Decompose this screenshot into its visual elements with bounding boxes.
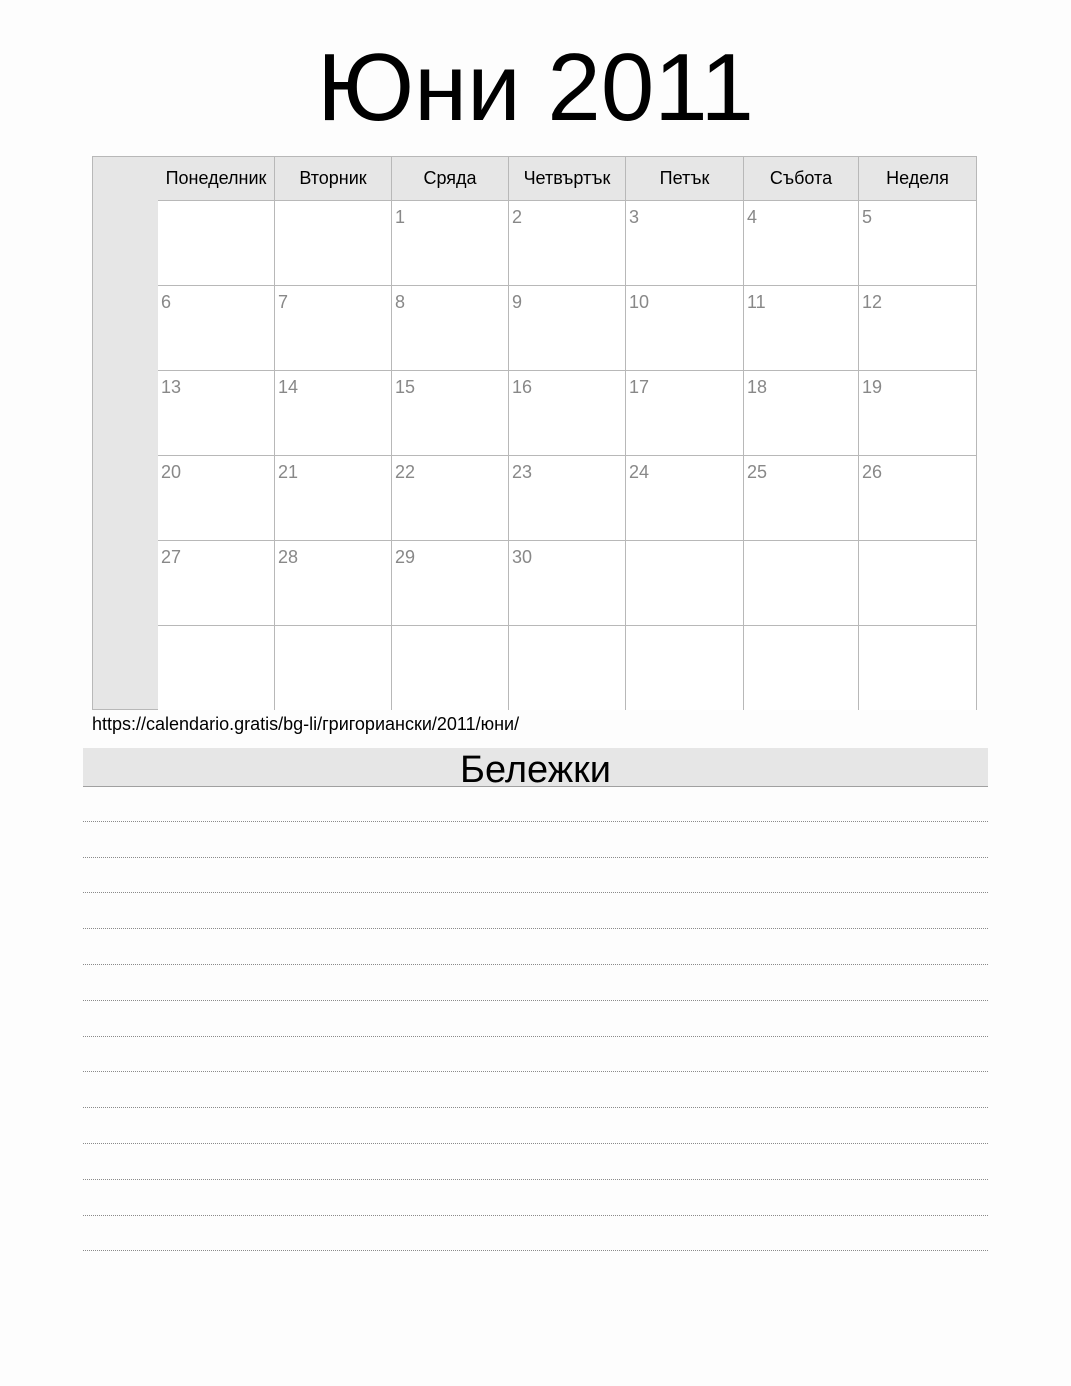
day-number: 28 (278, 547, 299, 567)
day-number: 22 (395, 462, 416, 482)
day-grid (158, 201, 976, 710)
note-line[interactable] (83, 786, 988, 822)
weekday-header: Понеделник (158, 157, 275, 200)
day-cell (626, 371, 744, 455)
day-cell (626, 201, 744, 285)
note-line[interactable] (83, 822, 988, 858)
day-number: 2 (512, 207, 523, 227)
day-cell (744, 286, 859, 370)
day-number: 9 (512, 292, 523, 312)
day-cell (392, 201, 509, 285)
day-number: 17 (629, 377, 650, 397)
note-line[interactable] (83, 1072, 988, 1108)
weekday-header: Четвъртък (509, 157, 626, 200)
day-cell (744, 541, 859, 625)
day-number: 19 (862, 377, 883, 397)
day-cell (392, 541, 509, 625)
day-number: 27 (161, 547, 182, 567)
week-row (158, 286, 976, 371)
day-cell (275, 626, 392, 710)
day-number: 7 (278, 292, 289, 312)
calendar-grid (92, 156, 977, 710)
day-cell (859, 201, 976, 285)
weekday-header: Събота (744, 157, 859, 200)
note-line[interactable] (83, 1108, 988, 1144)
day-cell (158, 541, 275, 625)
day-cell (859, 286, 976, 370)
note-line[interactable] (83, 1037, 988, 1073)
day-number: 10 (629, 292, 650, 312)
weekday-header: Вторник (275, 157, 392, 200)
note-line[interactable] (83, 858, 988, 894)
day-cell (859, 541, 976, 625)
day-cell (744, 626, 859, 710)
day-number: 25 (747, 462, 768, 482)
day-cell (275, 201, 392, 285)
week-row (158, 626, 976, 710)
weekday-header: Сряда (392, 157, 509, 200)
week-number-column (93, 157, 159, 709)
day-number: 26 (862, 462, 883, 482)
week-row (158, 456, 976, 541)
day-cell (158, 371, 275, 455)
day-number: 29 (395, 547, 416, 567)
day-cell (859, 626, 976, 710)
day-cell (275, 541, 392, 625)
day-cell (392, 626, 509, 710)
day-number: 5 (862, 207, 873, 227)
day-cell (626, 541, 744, 625)
day-cell (626, 626, 744, 710)
day-number: 3 (629, 207, 640, 227)
day-cell (509, 201, 626, 285)
note-line[interactable] (83, 1144, 988, 1180)
day-number: 20 (161, 462, 182, 482)
day-cell (509, 541, 626, 625)
week-row (158, 541, 976, 626)
day-cell (509, 371, 626, 455)
day-cell (859, 371, 976, 455)
notes-lines (83, 786, 988, 1251)
day-cell (509, 286, 626, 370)
day-number: 12 (862, 292, 883, 312)
day-number: 6 (161, 292, 172, 312)
weekday-header: Неделя (886, 168, 949, 188)
day-cell (626, 286, 744, 370)
day-cell (392, 456, 509, 540)
day-cell (509, 626, 626, 710)
note-line[interactable] (83, 1180, 988, 1216)
day-number: 11 (747, 292, 766, 312)
day-cell (392, 371, 509, 455)
day-number: 23 (512, 462, 533, 482)
day-number: 16 (512, 377, 533, 397)
page-title: Юни 2011 (317, 34, 754, 141)
weekday-header: Петък (626, 157, 744, 200)
weekday-header-row (158, 157, 976, 201)
day-number: 8 (395, 292, 406, 312)
day-cell (744, 371, 859, 455)
day-cell (158, 286, 275, 370)
source-url: https://calendario.gratis/bg-li/григориански/2011/юни/ (92, 714, 520, 734)
note-line[interactable] (83, 965, 988, 1001)
day-number: 15 (395, 377, 416, 397)
day-cell (158, 456, 275, 540)
day-cell (275, 456, 392, 540)
note-line[interactable] (83, 929, 988, 965)
day-number: 14 (278, 377, 299, 397)
day-cell (626, 456, 744, 540)
day-cell (392, 286, 509, 370)
day-cell (744, 201, 859, 285)
day-cell (275, 286, 392, 370)
day-number: 4 (747, 207, 758, 227)
week-row (158, 201, 976, 286)
day-number: 30 (512, 547, 533, 567)
day-cell (158, 201, 275, 285)
day-number: 24 (629, 462, 650, 482)
day-cell (275, 371, 392, 455)
day-number: 21 (278, 462, 299, 482)
note-line[interactable] (83, 1001, 988, 1037)
day-cell (509, 456, 626, 540)
day-number: 13 (161, 377, 182, 397)
day-cell (859, 456, 976, 540)
day-number: 18 (747, 377, 768, 397)
notes-heading: Бележки (83, 748, 988, 787)
day-number: 1 (395, 207, 406, 227)
note-line[interactable] (83, 893, 988, 929)
day-cell (744, 456, 859, 540)
day-cell (158, 626, 275, 710)
note-line[interactable] (83, 1216, 988, 1252)
week-row (158, 371, 976, 456)
